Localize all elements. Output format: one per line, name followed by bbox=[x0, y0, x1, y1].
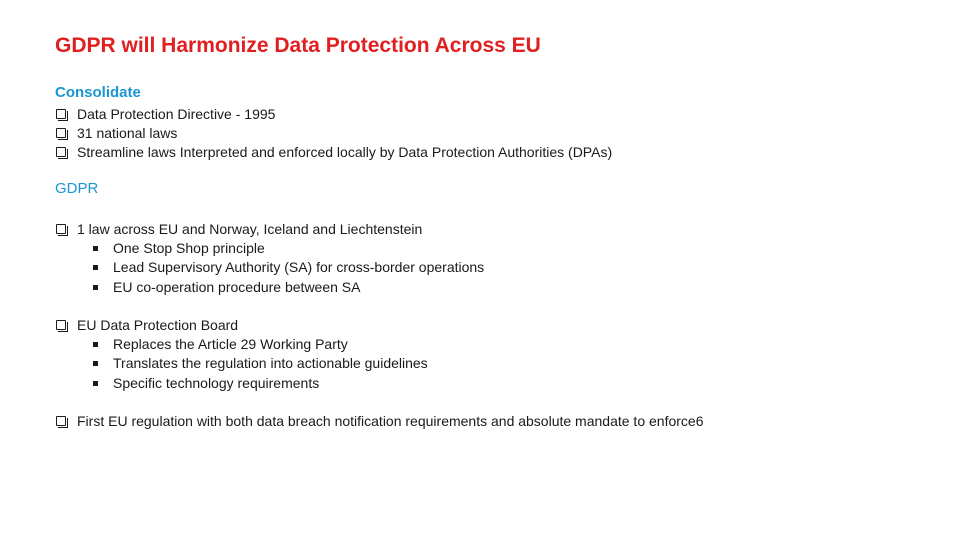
sub-list-item bbox=[55, 258, 484, 277]
sub-list-item-text: Translates the regulation into actionable guidelines bbox=[113, 355, 428, 372]
gdpr-heading: GDPR bbox=[55, 180, 99, 197]
checkbox-bullet-icon bbox=[56, 128, 66, 138]
gdpr-first-list bbox=[55, 412, 703, 431]
sub-list-item-text: Lead Supervisory Authority (SA) for cross-border operations bbox=[113, 259, 485, 276]
gdpr-law-list bbox=[55, 220, 484, 297]
list-item-text: EU Data Protection Board bbox=[77, 317, 239, 333]
checkbox-bullet-icon bbox=[56, 320, 66, 330]
list-item-text: First EU regulation with both data breach notification requirements and absolute mandate to enforce6 bbox=[77, 413, 704, 429]
checkbox-bullet-icon bbox=[56, 416, 66, 426]
square-bullet-icon bbox=[93, 381, 98, 386]
list-item-text: Streamline laws Interpreted and enforced locally by Data Protection Authorities (DPAs) bbox=[77, 144, 613, 161]
list-item bbox=[55, 143, 612, 162]
square-bullet-icon bbox=[93, 342, 98, 347]
sub-list-item-text: Replaces the Article 29 Working Party bbox=[113, 336, 348, 353]
sub-list-item-text: EU co-operation procedure between SA bbox=[113, 278, 361, 295]
gdpr-board-list bbox=[55, 316, 428, 393]
list-item bbox=[55, 316, 428, 335]
sub-list-item bbox=[55, 239, 484, 258]
square-bullet-icon bbox=[93, 246, 98, 251]
sub-list-item bbox=[55, 278, 484, 297]
consolidate-heading: Consolidate bbox=[55, 84, 141, 101]
sub-list-item-text: Specific technology requirements bbox=[113, 374, 320, 391]
list-item-text: Data Protection Directive - 1995 bbox=[77, 106, 276, 122]
checkbox-bullet-icon bbox=[56, 224, 66, 234]
list-item bbox=[55, 105, 612, 124]
sub-list-item bbox=[55, 374, 428, 393]
consolidate-list bbox=[55, 105, 612, 163]
square-bullet-icon bbox=[93, 361, 98, 366]
list-item bbox=[55, 124, 612, 143]
list-item-text: 1 law across EU and Norway, Iceland and Liechtenstein bbox=[77, 221, 423, 237]
checkbox-bullet-icon bbox=[56, 147, 66, 157]
list-item-text: 31 national laws bbox=[77, 125, 178, 142]
sub-list-item-text: One Stop Shop principle bbox=[113, 240, 265, 257]
sub-list-item bbox=[55, 335, 428, 354]
square-bullet-icon bbox=[93, 285, 98, 290]
square-bullet-icon bbox=[93, 265, 98, 270]
slide-title: GDPR will Harmonize Data Protection Across EU bbox=[55, 34, 541, 57]
checkbox-bullet-icon bbox=[56, 109, 66, 119]
sub-list-item bbox=[55, 354, 428, 373]
list-item bbox=[55, 412, 703, 431]
list-item bbox=[55, 220, 484, 239]
